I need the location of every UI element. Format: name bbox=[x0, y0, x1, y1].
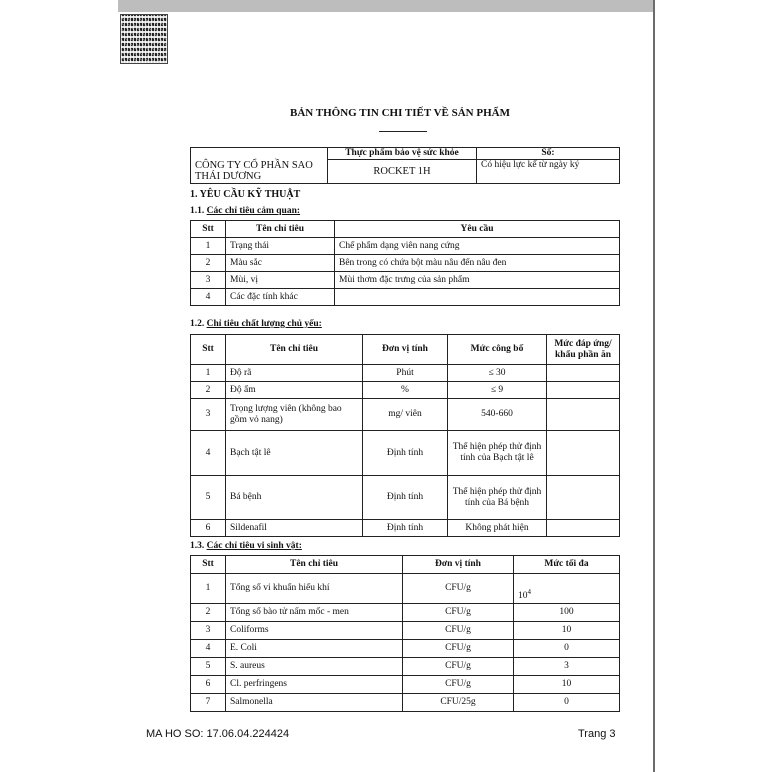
micro-cell: E. Coli bbox=[226, 640, 403, 658]
microbiology-table bbox=[190, 555, 620, 712]
validity-note: Có hiệu lực kể từ ngày ký bbox=[477, 160, 620, 184]
sensory-table bbox=[190, 220, 620, 306]
subsection-1-3-title: Các chỉ tiêu vi sinh vật: bbox=[206, 541, 302, 551]
table-row bbox=[191, 604, 620, 622]
micro-cell: 2 bbox=[191, 604, 226, 622]
subsection-1-2-heading bbox=[190, 319, 322, 329]
quality-cell: Thể hiện phép thử định tính của Bạch tật lê bbox=[448, 431, 547, 476]
subsection-1-2-number: 1.2. bbox=[190, 319, 205, 329]
table-row bbox=[191, 676, 620, 694]
quality-cell: 4 bbox=[191, 431, 226, 476]
page-number: Trang 3 bbox=[578, 728, 616, 740]
sensory-cell: Bên trong có chứa bột màu nâu đến nâu đen bbox=[335, 255, 620, 272]
number-header: Số: bbox=[477, 148, 620, 160]
quality-cell: 1 bbox=[191, 365, 226, 382]
sensory-cell: Trạng thái bbox=[226, 238, 335, 255]
document-title: BẢN THÔNG TIN CHI TIẾT VỀ SẢN PHẨM bbox=[290, 107, 510, 119]
quality-cell: Không phát hiện bbox=[448, 520, 547, 537]
quality-cell: Bạch tật lê bbox=[226, 431, 363, 476]
quality-cell: Thể hiện phép thử định tính của Bá bệnh bbox=[448, 476, 547, 520]
quality-cell: mg/ viên bbox=[363, 399, 448, 431]
micro-cell: CFU/g bbox=[403, 574, 514, 604]
micro-cell: CFU/g bbox=[403, 604, 514, 622]
quality-cell: ≤ 30 bbox=[448, 365, 547, 382]
micro-cell: CFU/25g bbox=[403, 694, 514, 712]
quality-table bbox=[190, 334, 620, 537]
table-row bbox=[191, 272, 620, 289]
quality-cell: Trọng lượng viên (không bao gồm vỏ nang) bbox=[226, 399, 363, 431]
micro-cell: CFU/g bbox=[403, 622, 514, 640]
quality-cell: Định tính bbox=[363, 520, 448, 537]
quality-header-unit: Đơn vị tính bbox=[363, 335, 448, 365]
sensory-header-name: Tên chỉ tiêu bbox=[226, 221, 335, 238]
quality-cell: ≤ 9 bbox=[448, 382, 547, 399]
micro-cell: 10 bbox=[514, 622, 620, 640]
sensory-cell: Chế phẩm dạng viên nang cứng bbox=[335, 238, 620, 255]
company-info-table bbox=[190, 147, 620, 184]
micro-cell: Salmonella bbox=[226, 694, 403, 712]
table-row bbox=[191, 255, 620, 272]
quality-cell: 5 bbox=[191, 476, 226, 520]
micro-header-name: Tên chỉ tiêu bbox=[226, 556, 403, 574]
sensory-cell: Các đặc tính khác bbox=[226, 289, 335, 306]
quality-cell: Sildenafil bbox=[226, 520, 363, 537]
table-row bbox=[191, 238, 620, 255]
micro-cell-max bbox=[514, 574, 620, 604]
sensory-cell: 4 bbox=[191, 289, 226, 306]
sensory-cell: 3 bbox=[191, 272, 226, 289]
quality-header-name: Tên chỉ tiêu bbox=[226, 335, 363, 365]
sensory-cell: Mùi thơm đặc trưng của sản phẩm bbox=[335, 272, 620, 289]
micro-cell: Coliforms bbox=[226, 622, 403, 640]
micro-cell: 7 bbox=[191, 694, 226, 712]
micro-header-stt: Stt bbox=[191, 556, 226, 574]
sensory-cell: Mùi, vị bbox=[226, 272, 335, 289]
table-row bbox=[191, 431, 620, 476]
quality-cell: Độ rã bbox=[226, 365, 363, 382]
sensory-cell bbox=[335, 289, 620, 306]
quality-cell bbox=[547, 431, 620, 476]
micro-cell: 5 bbox=[191, 658, 226, 676]
table-row bbox=[191, 520, 620, 537]
page-right-edge bbox=[653, 0, 655, 772]
subsection-1-2-title: Chỉ tiêu chất lượng chủ yếu: bbox=[206, 319, 322, 329]
micro-cell: 3 bbox=[514, 658, 620, 676]
quality-cell: 6 bbox=[191, 520, 226, 537]
sensory-header-requirement: Yêu cầu bbox=[335, 221, 620, 238]
page-top-edge bbox=[118, 0, 654, 12]
table-row bbox=[191, 640, 620, 658]
subsection-1-3-heading bbox=[190, 541, 302, 551]
micro-max-base: 10 bbox=[518, 591, 528, 601]
quality-header-declared: Mức công bố bbox=[448, 335, 547, 365]
table-row bbox=[191, 399, 620, 431]
micro-cell: 1 bbox=[191, 574, 226, 604]
subsection-1-1-heading bbox=[190, 206, 300, 216]
table-row bbox=[191, 476, 620, 520]
title-underline bbox=[379, 131, 427, 132]
micro-max-exponent: 4 bbox=[527, 587, 531, 596]
table-row bbox=[191, 365, 620, 382]
company-header-empty bbox=[191, 148, 328, 160]
quality-cell bbox=[547, 382, 620, 399]
micro-cell: 4 bbox=[191, 640, 226, 658]
micro-cell: S. aureus bbox=[226, 658, 403, 676]
micro-cell: 3 bbox=[191, 622, 226, 640]
micro-header-unit: Đơn vị tính bbox=[403, 556, 514, 574]
company-name: CÔNG TY CỔ PHẦN SAO THÁI DƯƠNG bbox=[191, 160, 328, 184]
micro-cell: 0 bbox=[514, 640, 620, 658]
micro-cell: 10 bbox=[514, 676, 620, 694]
micro-cell: Tổng số bào tử nấm mốc - men bbox=[226, 604, 403, 622]
quality-cell bbox=[547, 520, 620, 537]
quality-cell: 540-660 bbox=[448, 399, 547, 431]
micro-header-max: Mức tối đa bbox=[514, 556, 620, 574]
quality-cell bbox=[547, 399, 620, 431]
quality-header-stt: Stt bbox=[191, 335, 226, 365]
quality-cell: 2 bbox=[191, 382, 226, 399]
quality-cell: Độ ẩm bbox=[226, 382, 363, 399]
micro-cell: 100 bbox=[514, 604, 620, 622]
micro-cell: Tổng số vi khuẩn hiếu khí bbox=[226, 574, 403, 604]
sensory-cell: 2 bbox=[191, 255, 226, 272]
quality-cell bbox=[547, 365, 620, 382]
table-row bbox=[191, 658, 620, 676]
product-type-header: Thực phẩm bảo vệ sức khỏe bbox=[328, 148, 477, 160]
table-row bbox=[191, 289, 620, 306]
sensory-header-stt: Stt bbox=[191, 221, 226, 238]
micro-cell: 0 bbox=[514, 694, 620, 712]
micro-cell: CFU/g bbox=[403, 640, 514, 658]
dossier-code: MA HO SO: 17.06.04.224424 bbox=[146, 728, 290, 740]
quality-cell: Định tính bbox=[363, 431, 448, 476]
quality-header-serving: Mức đáp ứng/ khẩu phần ăn bbox=[547, 335, 620, 365]
sensory-cell: Màu sắc bbox=[226, 255, 335, 272]
quality-cell: Định tính bbox=[363, 476, 448, 520]
qr-code-icon bbox=[120, 14, 168, 64]
table-row bbox=[191, 382, 620, 399]
subsection-1-1-number: 1.1. bbox=[190, 206, 205, 216]
sensory-cell: 1 bbox=[191, 238, 226, 255]
micro-cell: CFU/g bbox=[403, 676, 514, 694]
section-1-heading: 1. YÊU CẦU KỸ THUẬT bbox=[190, 189, 301, 200]
table-row bbox=[191, 574, 620, 604]
product-name: ROCKET 1H bbox=[328, 160, 477, 184]
quality-cell bbox=[547, 476, 620, 520]
quality-cell: Phút bbox=[363, 365, 448, 382]
quality-cell: % bbox=[363, 382, 448, 399]
quality-cell: 3 bbox=[191, 399, 226, 431]
micro-cell: 6 bbox=[191, 676, 226, 694]
quality-cell: Bá bệnh bbox=[226, 476, 363, 520]
micro-cell: Cl. perfringens bbox=[226, 676, 403, 694]
table-row bbox=[191, 622, 620, 640]
subsection-1-1-title: Các chỉ tiêu cảm quan: bbox=[206, 206, 301, 216]
micro-cell: CFU/g bbox=[403, 658, 514, 676]
table-row bbox=[191, 694, 620, 712]
subsection-1-3-number: 1.3. bbox=[190, 541, 205, 551]
